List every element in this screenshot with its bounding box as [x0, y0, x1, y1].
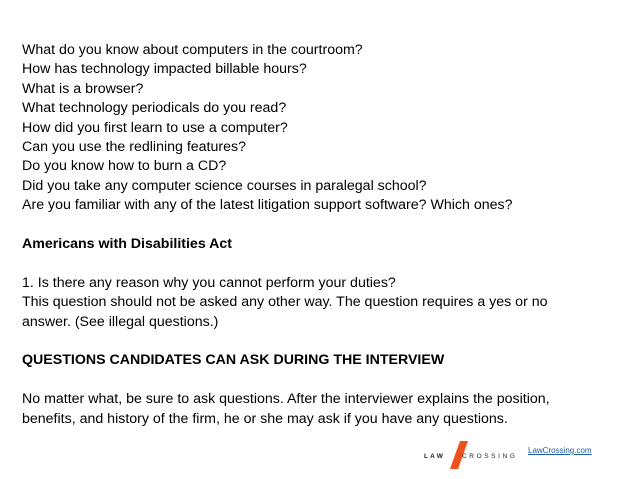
spacer: [22, 254, 622, 273]
question-line: What technology periodicals do you read?: [22, 100, 287, 117]
spacer: [22, 216, 622, 235]
question-line: What do you know about computers in the courtroom?: [22, 42, 363, 58]
logo-text-crossing: CROSSING: [462, 453, 518, 460]
question-line: Are you familiar with any of the latest litigation support software? Which ones?: [22, 197, 513, 214]
ada-note-line: This question should not be asked any other way. The question requires a yes or no: [22, 294, 548, 311]
candidates-text-line: No matter what, be sure to ask questions. After the interviewer explains the position,: [22, 391, 550, 408]
question-line: What is a browser?: [22, 80, 144, 97]
spacer: [22, 371, 622, 390]
question-line: Do you know how to burn a CD?: [22, 158, 227, 175]
question-line: How did you first learn to use a computer?: [22, 119, 288, 136]
ada-note-line: answer. (See illegal questions.): [22, 313, 219, 330]
spacer: [22, 332, 622, 351]
question-line: Can you use the redlining features?: [22, 139, 246, 156]
question-line: How has technology impacted billable hours?: [22, 61, 307, 78]
slide-body: [22, 41, 622, 429]
candidates-text-line: benefits, and history of the firm, he or she may ask if you have any questions.: [22, 410, 508, 427]
candidates-heading: QUESTIONS CANDIDATES CAN ASK DURING THE INTERVIEW: [22, 352, 445, 369]
logo-text-law: LAW: [424, 453, 446, 460]
lawcrossing-logo: [420, 440, 520, 470]
ada-heading: Americans with Disabilities Act: [22, 236, 232, 253]
question-line: Did you take any computer science courses in paralegal school?: [22, 177, 427, 194]
website-link[interactable]: LawCrossing.com: [528, 446, 592, 455]
ada-question: 1. Is there any reason why you cannot perform your duties?: [22, 274, 396, 291]
